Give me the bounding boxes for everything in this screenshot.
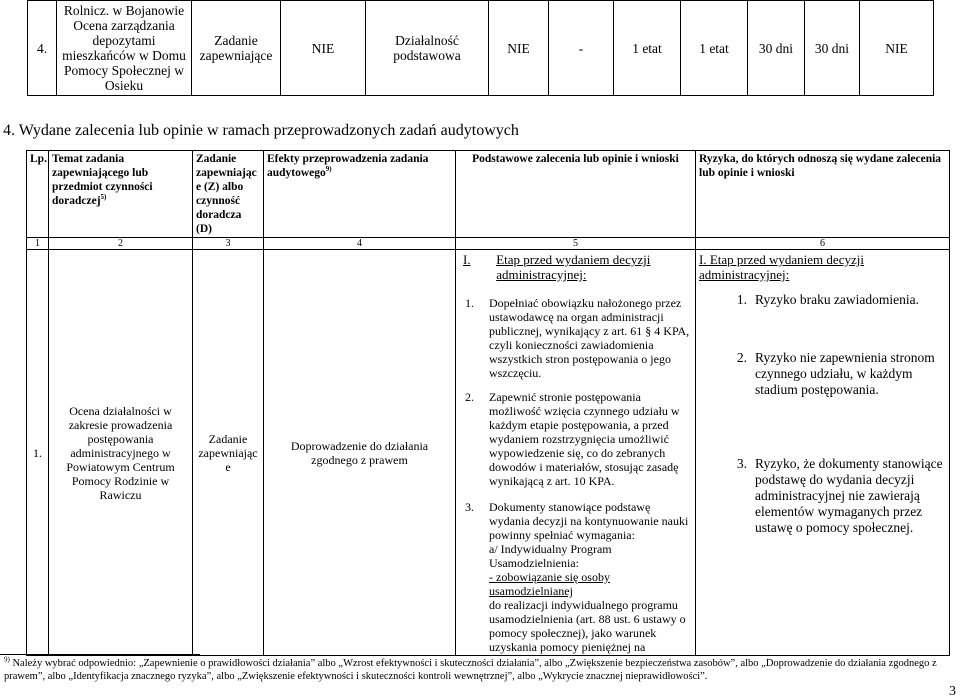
cell: NIE — [489, 1, 549, 96]
list-item — [699, 456, 946, 536]
header-lp: Lp. — [27, 151, 49, 238]
activity-cell: Działalność podstawowa — [366, 1, 489, 96]
item-text: Zapewnić stronie postępowania możliwość wzięcia czynnego udziału w każdym etapie postępowania, a przed wydaniem rozstrzygnięcia umożliwić wypowiedzenie się, co do zebranych dowodów i materiałów, stosując zasadę wynikającą z art. 10 KPA. — [489, 390, 680, 488]
stage-title — [459, 252, 692, 282]
recommendations-table — [26, 150, 950, 656]
item-number: 1. — [465, 296, 474, 310]
table-header-row — [27, 151, 950, 238]
item-text — [489, 500, 692, 654]
item-text-part: - zobowiązanie się osoby usamodzielnianej — [489, 570, 610, 598]
row-recommendations — [456, 250, 696, 656]
item-number: 3. — [736, 456, 747, 471]
cell: 30 dni — [805, 1, 860, 96]
row-effects: Doprowadzenie do działania zgodnego z prawem — [264, 250, 456, 656]
footnote-text: Należy wybrać odpowiednio: „Zapewnienie o prawidłowości działania” albo „Wzrost efektywności i skuteczności działania”, albo „Zwiększenie bezpieczeństwa zasobów”, albo „Doprowadzenie do działania zgodnego z prawem”, albo „Identyfikacja znacznego ryzyka”, albo „Zwiększenie efektywności i skuteczności kontroli wewnętrznej”, albo „Wykrycie znacznej nieprawidłowości”. — [4, 658, 937, 682]
header-task-type: Zadanie zapewniając e (Z) albo czynność doradcza (D) — [193, 151, 264, 238]
page-number: 3 — [949, 684, 956, 699]
stage-number: I. — [463, 252, 471, 267]
list-item — [459, 296, 692, 380]
list-item — [459, 500, 692, 654]
section-heading: 4. Wydane zalecenia lub opinie w ramach przeprowadzonych zadań audytowych — [3, 122, 519, 139]
cell: 1 etat — [681, 1, 748, 96]
topic-cell: Rolnicz. w Bojanowie Ocena zarządzania depozytami mieszkańców w Domu Pomocy Społecznej w Osieku — [57, 1, 192, 96]
row-topic: Ocena działalności w zakresie prowadzenia postępowania administracyjnego w Powiatowym Centrum Pomocy Rodzinie w Rawiczu — [49, 250, 193, 656]
row-lp: 1. — [27, 250, 49, 656]
item-text-part: a/ Indywidualny Program Usamodzielnienia: — [489, 542, 612, 570]
header-topic-text: Temat zadania zapewniającego lub przedmiot czynności doradczej — [52, 153, 153, 207]
header-recommendations: Podstawowe zalecenia lub opinie i wnioski — [456, 151, 696, 238]
item-text: Ryzyko, że dokumenty stanowiące podstawę do wydania decyzji administracyjnej nie zawierają elementów wymaganych przez ustawę o pomocy społecznej. — [755, 456, 943, 535]
footnote-separator — [0, 654, 200, 655]
item-number: 1. — [736, 292, 747, 307]
row-task-type: Zadanie zapewniając e — [193, 250, 264, 656]
risks-stage-title: I. Etap przed wydaniem decyzji administracyjnej: — [699, 252, 864, 282]
list-item — [699, 350, 946, 398]
cell: 1 etat — [614, 1, 681, 96]
col-number: 3 — [193, 238, 264, 250]
item-text-part: Dokumenty stanowiące podstawę wydania decyzji na kontynuowanie nauki powinny spełniać wymagania: — [489, 500, 689, 542]
col-number: 5 — [456, 238, 696, 250]
cell: 30 dni — [748, 1, 805, 96]
lp-cell: 4. — [28, 1, 57, 96]
item-text: Ryzyko nie zapewnienia stronom czynnego udziału, w każdym stadium postępowania. — [755, 350, 935, 397]
footnote-ref: 9) — [325, 165, 332, 174]
list-item — [699, 292, 946, 308]
item-number: 2. — [465, 390, 474, 404]
continuation-table — [27, 0, 934, 96]
col-number: 4 — [264, 238, 456, 250]
col-number: 1 — [27, 238, 49, 250]
header-risks: Ryzyka, do których odnoszą się wydane zalecenia lub opinie i wnioski — [696, 151, 950, 238]
column-number-row — [27, 238, 950, 250]
col-number: 6 — [696, 238, 950, 250]
list-item — [459, 390, 692, 488]
item-number: 2. — [736, 350, 747, 365]
col-number: 2 — [49, 238, 193, 250]
footnote-mark: 9) — [4, 655, 10, 664]
task-type-cell: Zadanie zapewniające — [192, 1, 281, 96]
footnote-ref: 5) — [100, 193, 107, 202]
item-number: 3. — [465, 500, 474, 514]
footnote — [4, 657, 954, 683]
header-topic — [49, 151, 193, 238]
item-text: Dopełniać obowiązku nałożonego przez ustawodawcę na organ administracji publicznej, wynikający z art. 61 § 4 KPA, czyli konieczności zawiadomienia wszystkich stron postępowania o jego wszczęciu. — [489, 296, 690, 380]
cell: NIE — [860, 1, 934, 96]
item-text: Ryzyko braku zawiadomienia. — [755, 292, 920, 307]
stage-label: Etap przed wydaniem decyzji administracyjnej: — [496, 252, 651, 282]
row-risks — [696, 250, 950, 656]
header-effects — [264, 151, 456, 238]
item-text-part: do realizacji indywidualnego programu usamodzielnienia (art. 88 ust. 6 ustawy o pomocy społecznej), jako warunek uzyskania pomocy pieniężnej na — [489, 598, 686, 654]
table-row — [27, 250, 950, 656]
table-row — [28, 1, 934, 96]
cell: NIE — [281, 1, 366, 96]
header-effects-text: Efekty przeprowadzenia zadania audytowego — [267, 153, 429, 179]
cell: - — [549, 1, 614, 96]
